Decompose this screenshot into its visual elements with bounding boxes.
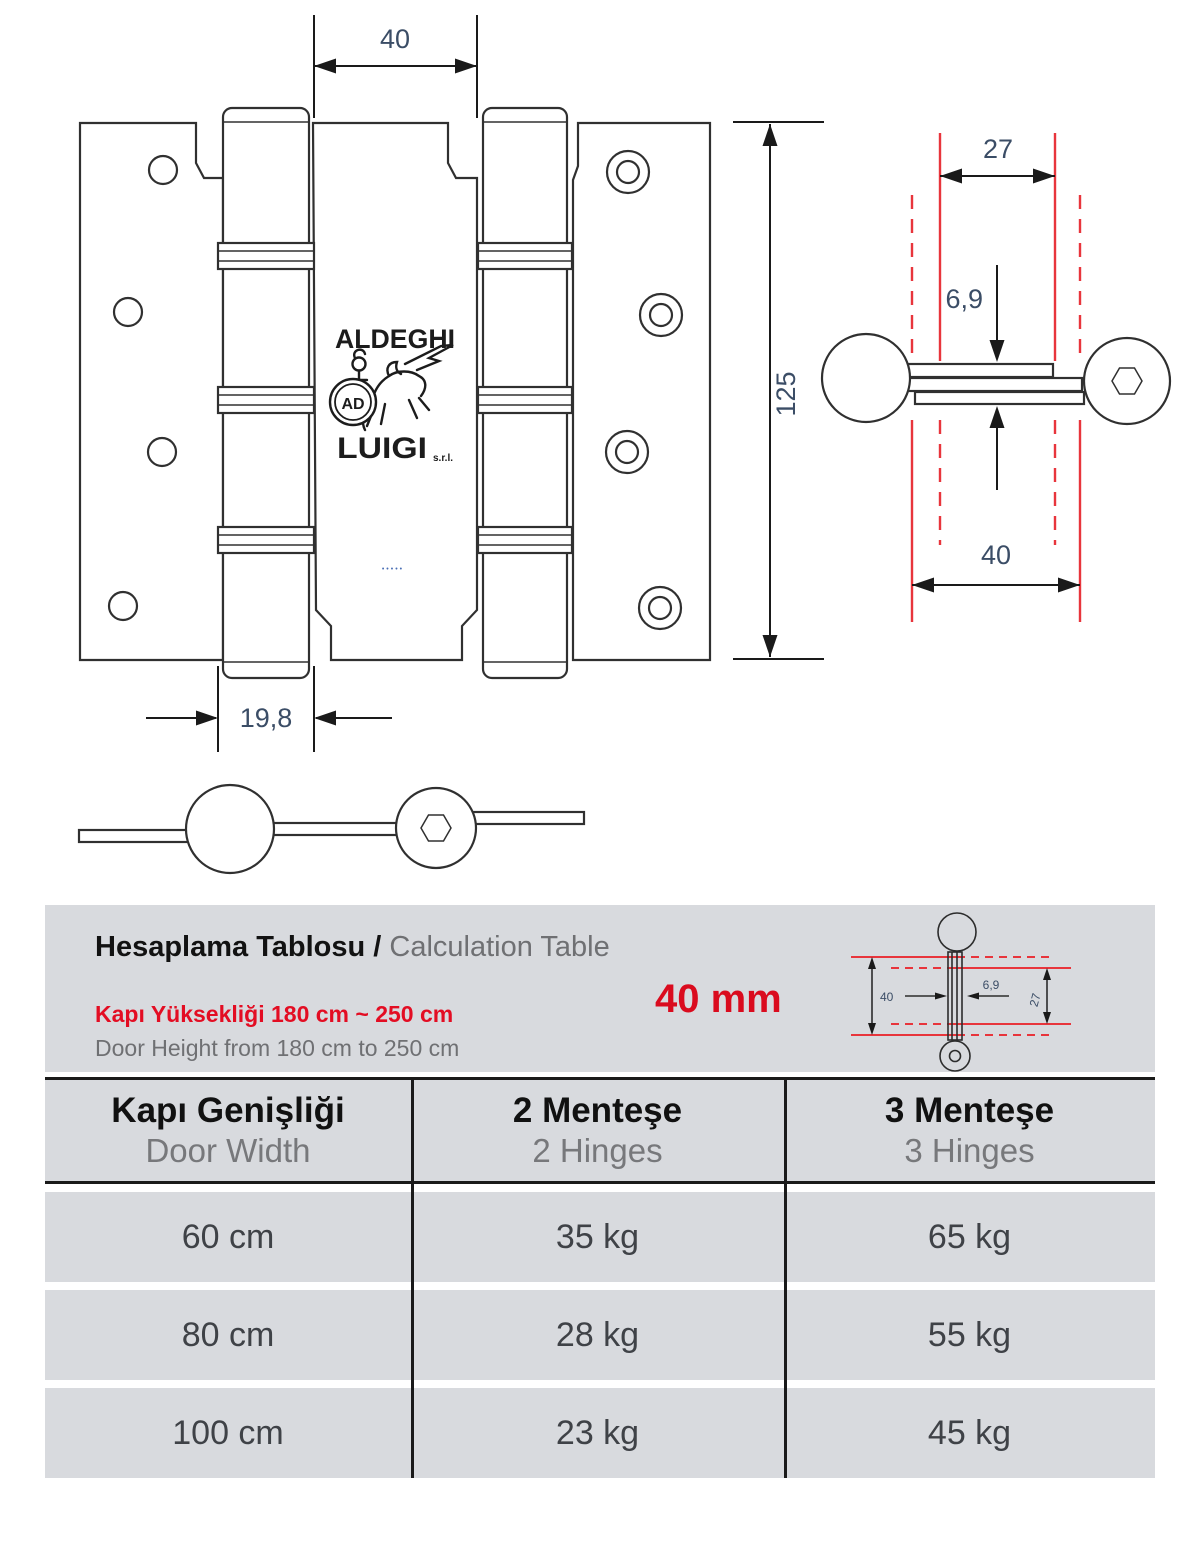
svg-text:6,9: 6,9 xyxy=(945,284,983,314)
side-leaf-left xyxy=(79,830,195,842)
table-title-english: Calculation Table xyxy=(381,931,610,963)
column-label-english: 3 Hinges xyxy=(904,1131,1035,1169)
cell-3-hinges-load: 45 kg xyxy=(927,1413,1012,1452)
door-height-turkish: Kapı Yüksekliği 180 cm ~ 250 cm xyxy=(95,1001,454,1027)
svg-text:27: 27 xyxy=(1026,991,1044,1009)
door-height-english: Door Height from 180 cm to 250 cm xyxy=(95,1035,460,1061)
table-divider-vertical xyxy=(784,1077,787,1478)
cell-3-hinges-load: 55 kg xyxy=(927,1315,1012,1354)
hinge-cross-section-detail xyxy=(822,133,1170,622)
column-label-turkish: 2 Menteşe xyxy=(512,1091,683,1131)
mini-pin-knob xyxy=(940,1041,970,1071)
mini-dimension-40 xyxy=(868,957,894,1035)
svg-text:6,9: 6,9 xyxy=(982,978,1000,992)
table-title-turkish: Hesaplama Tablosu / xyxy=(95,931,382,963)
svg-text:125: 125 xyxy=(771,371,801,417)
column-header-3-hinges xyxy=(784,1080,1155,1181)
cell-door-width: 60 cm xyxy=(181,1217,275,1256)
column-header-2-hinges xyxy=(411,1080,784,1181)
barrel-band xyxy=(218,527,314,553)
mini-knuckle-bar xyxy=(948,952,962,1040)
dimension-height-125 xyxy=(733,122,824,659)
barrel-band xyxy=(218,387,314,413)
cell-door-width: 80 cm xyxy=(181,1315,275,1354)
column-label-english: 2 Hinges xyxy=(532,1131,663,1169)
dimension-inner-27 xyxy=(940,134,1055,184)
cell-3-hinges-load: 65 kg xyxy=(927,1217,1012,1256)
column-label-english: Door Width xyxy=(145,1131,311,1169)
table-divider-vertical xyxy=(411,1077,414,1478)
mini-hinge-schematic xyxy=(843,905,1083,1072)
svg-text:19,8: 19,8 xyxy=(239,703,293,733)
column-label-turkish: Kapı Genişliği xyxy=(111,1091,345,1131)
cell-door-width: 100 cm xyxy=(172,1413,284,1452)
hex-pin-knob xyxy=(1084,338,1170,424)
calculation-table xyxy=(45,905,1155,1479)
barrel-band xyxy=(478,243,572,269)
mini-dimension-27 xyxy=(1027,968,1051,1024)
table-column-header-row xyxy=(45,1077,1155,1184)
hinge-front-view xyxy=(80,15,824,752)
column-header-door-width xyxy=(45,1080,411,1181)
svg-text:AD: AD xyxy=(341,396,365,413)
table-row xyxy=(45,1388,1155,1478)
logo-suffix: s.r.l. xyxy=(433,453,454,464)
side-hex-pin-knob xyxy=(396,788,476,868)
barrel-band xyxy=(478,527,572,553)
svg-text:40: 40 xyxy=(980,540,1012,570)
svg-text:40: 40 xyxy=(880,990,894,1004)
side-knuckle-knob xyxy=(186,785,274,873)
barrel-band xyxy=(478,387,572,413)
barrel-band xyxy=(218,243,314,269)
cell-2-hinges-load: 35 kg xyxy=(555,1217,640,1256)
cell-2-hinges-load: 28 kg xyxy=(555,1315,640,1354)
svg-text:40: 40 xyxy=(379,24,411,54)
knuckle-knob xyxy=(822,334,910,422)
watermark-text: ••••• xyxy=(381,566,405,573)
mini-knob xyxy=(938,913,976,951)
column-label-turkish: 3 Menteşe xyxy=(884,1091,1055,1131)
table-row xyxy=(45,1192,1155,1282)
svg-text:27: 27 xyxy=(982,134,1014,164)
table-row xyxy=(45,1290,1155,1380)
logo-ad-badge xyxy=(330,379,376,425)
right-leaf-plate xyxy=(573,123,710,660)
logo-text-bottom: LUIGI xyxy=(337,432,427,465)
hinge-size-badge: 40 mm xyxy=(655,977,782,1021)
right-spring-barrel xyxy=(478,108,572,678)
cell-2-hinges-load: 23 kg xyxy=(555,1413,640,1452)
dimension-outer-40 xyxy=(912,540,1080,593)
hinge-side-view xyxy=(79,785,584,873)
table-header-panel xyxy=(45,905,1155,1072)
left-spring-barrel xyxy=(218,108,314,678)
left-leaf-plate xyxy=(80,123,223,660)
logo-text-top: ALDEGHI xyxy=(335,324,455,354)
dimension-gap-40 xyxy=(314,15,477,118)
table-title xyxy=(95,931,610,964)
